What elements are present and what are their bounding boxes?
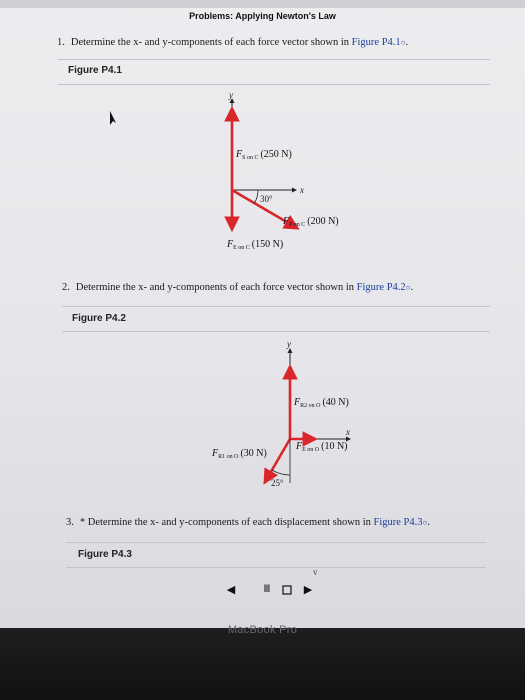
problem-number: 3. — [66, 517, 74, 528]
figure-link-p4-1[interactable]: Figure P4.1 — [351, 37, 401, 48]
figure-label-p4-1: Figure P4.1 — [68, 65, 122, 76]
svg-text:FE on O(10 N): $F_{E on O}$ (10 N) — [296, 441, 348, 453]
figure-link-p4-2[interactable]: Figure P4.2 — [356, 282, 406, 293]
problem-number: 1. — [57, 37, 65, 48]
svg-text:FR2 on O(40 N): $F_{R2 on O}$ (40 N) — [294, 397, 349, 409]
link-icon[interactable]: ○ — [400, 38, 406, 47]
y-axis-label: y — [229, 90, 233, 100]
x-axis-label: x — [346, 427, 350, 437]
angle-label: 30° — [260, 194, 273, 204]
previous-arrow-icon[interactable]: ◀ — [226, 584, 236, 596]
grid-view-icon[interactable]: Ⅲ — [263, 584, 271, 595]
figure-p4-1-diagram — [0, 85, 525, 285]
x-axis-label: x — [300, 185, 304, 195]
angle-arc — [272, 470, 290, 475]
divider — [66, 542, 486, 543]
angle-label: 25° — [271, 478, 284, 488]
fullscreen-icon[interactable] — [281, 583, 293, 597]
svg-text:FE on C(150 N): $F_{E on C}$ (150 N) — [227, 239, 284, 251]
y-axis-label: y — [287, 339, 291, 349]
svg-text:FP on C(200 N): $F_{P on C}$ (200 N) — [283, 216, 339, 228]
figure-label-p4-3: Figure P4.3 — [78, 549, 132, 560]
next-arrow-icon[interactable]: ▶ — [303, 584, 313, 596]
link-icon[interactable]: ○ — [405, 283, 411, 292]
vector-f-r1-on-o — [265, 439, 290, 482]
problem-3-text: 3. * Determine the x- and y-components of each displacement shown in Figure P4.3○. — [66, 517, 430, 528]
figure-label-p4-2: Figure P4.2 — [72, 313, 126, 324]
problem-1-text: 1. Determine the x- and y-components of each force vector shown in Figure P4.1○. — [57, 37, 409, 48]
divider — [62, 306, 490, 307]
divider — [62, 331, 490, 332]
svg-text:FR1 on O(30 N): $F_{R1 on O}$ (30 N) — [212, 448, 267, 460]
link-icon[interactable]: ○ — [422, 518, 428, 527]
angle-arc — [255, 190, 259, 203]
problem-2-text: 2. Determine the x- and y-components of each force vector shown in Figure P4.2○. — [62, 282, 414, 293]
cursor-mark: v — [313, 567, 318, 577]
divider — [66, 567, 486, 568]
svg-text:FS on C(250 N): $F_{S on C}$ (250 N) — [236, 149, 292, 161]
problem-prompt: * Determine the x- and y-components of each displacement shown in — [79, 517, 371, 528]
mouse-pointer-icon — [110, 111, 116, 125]
figure-link-p4-3[interactable]: Figure P4.3 — [373, 517, 423, 528]
figure-viewer-controls — [225, 583, 325, 597]
brand-label: MacBook Pro — [227, 624, 298, 636]
problem-prompt: Determine the x- and y-components of each force vector shown in — [70, 37, 350, 48]
top-strip — [0, 0, 525, 8]
laptop-bezel — [0, 628, 525, 700]
figure-p4-2-diagram — [0, 335, 525, 495]
page-title: Problems: Applying Newton's Law — [189, 11, 336, 21]
problem-number: 2. — [62, 282, 70, 293]
problem-prompt: Determine the x- and y-components of each force vector shown in — [75, 282, 355, 293]
divider — [58, 59, 490, 60]
